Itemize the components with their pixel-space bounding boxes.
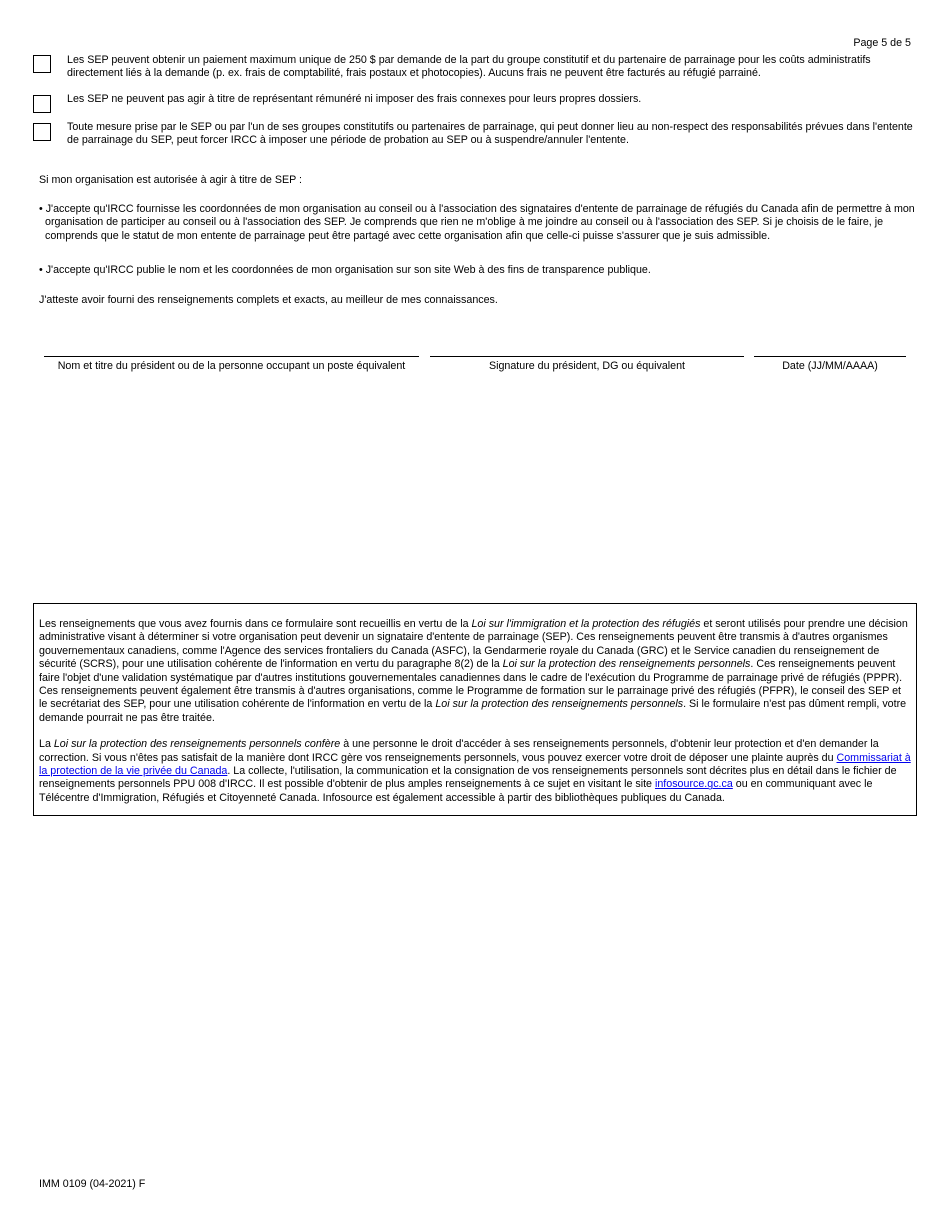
text: Les renseignements que vous avez fournis dans ce formulaire sont recueillis en vertu de la [39,618,472,630]
privacy-paragraph-rights [39,738,912,805]
consent-bullet-publish: • J'accepte qu'IRCC publie le nom et les coordonnées de mon organisation sur son site Web à des fins de transparence publique. [39,264,651,276]
signature-label: Signature du président, DG ou équivalent [488,360,686,372]
checkbox-no-paid-representative-label: Les SEP ne peuvent pas agir à titre de représentant rémunéré ni imposer des frais connexes pour leurs propres dossiers. [67,93,642,105]
text: à une personne le droit d'accéder à ses renseignements personnels, d'obtenir leur protection et d'en demander la correction. Si vous n'êtes pas satisfait de la manière dont IRCC gère vos renseignements personnels, vous pouvez exercer votre droit de déposer une plainte auprès du [39,738,879,764]
attestation-text: J'atteste avoir fourni des renseignements complets et exacts, au meilleur de mes connaissances. [39,294,498,306]
privacy-commissioner-link[interactable]: Commissariat à la protection de la vie privée du Canada [39,751,911,778]
text: . Ces renseignements peuvent faire l'objet d'une validation systématique par d'autres institutions gouvernementales canadiennes dans le cadre de l'exécution du Programme de parrainage privé de réfugiés (PPPR). Ces renseignements peuvent également être transmis à d'autres organisations, comme le Programme de formation sur le parrainage privé des réfugiés (PFPR), le conseil des SEP et le secrétariat des SEP, pour une utilisation cohérente de l'information en vertu de la [39,658,903,711]
signature-line[interactable] [430,356,744,357]
law-title: Loi sur la protection des renseignements personnels [502,658,751,671]
checkbox-admin-fee[interactable] [33,55,51,73]
form-id: IMM 0109 (04-2021) F [39,1178,146,1190]
privacy-notice-box [33,603,917,816]
law-title: Loi sur l'immigration et la protection des réfugiés [471,618,701,630]
privacy-paragraph-collection [39,618,912,725]
page-number: Page 5 de 5 [853,37,911,49]
text: et seront utilisés pour prendre une décision administrative visant à déterminer si votre organisation peut devenir un signataire d'entente de parrainage (SEP). Ces renseignements peuvent être transmis à d'autres organismes gouvernementaux canadiens, comme l'Agence des services frontaliers du Canada (ASFC), la Gendarmerie royale du Canada (GRC) et le Service canadien du renseignement de sécurité (SCRS), pour une utilisation cohérente de l'information en vertu du paragraphe 8(2) de la [39,618,908,671]
text: ou en communiquant avec le Télécentre d'Immigration, Réfugiés et Citoyenneté Canada. Infosource est également accessible à partir des bibliothèques publiques du Canada. [39,778,873,804]
date-label: Date (JJ/MM/AAAA) [782,360,878,372]
checkbox-probation[interactable] [33,123,51,141]
consent-intro: Si mon organisation est autorisée à agir à titre de SEP : [39,174,302,186]
text: La [39,738,54,751]
name-title-label: Nom et titre du président ou de la personne occupant un poste équivalent [57,360,406,372]
law-title: Loi sur la protection des renseignements personnels confère [53,738,341,751]
consent-bullet-council: • J'accepte qu'IRCC fournisse les coordonnées de mon organisation au conseil ou à l'association des signataires d'entente de parrainage de réfugiés du Canada afin de permettre à mon organisation de participer au conseil ou à l'association des SEP. Je comprends que rien ne m'oblige à me joindre au conseil ou à l'association des SEP. Si je choisis de le faire, je comprends que le statut de mon entente de parrainage peut être partagé avec cette organisation afin que celle-ci puisse s'assurer que je suis admissible. [39,203,915,242]
infosource-link[interactable]: infosource.gc.ca [654,778,733,791]
law-title: Loi sur la protection des renseignements personnels [435,698,684,711]
checkbox-no-paid-representative[interactable] [33,95,51,113]
text: . Si le formulaire n'est pas dûment rempli, votre demande pourrait ne pas être traitée. [39,698,907,724]
date-line[interactable] [754,356,906,357]
name-title-line[interactable] [44,356,419,357]
text: . La collecte, l'utilisation, la communication et la consignation de vos renseignements personnels sont décrites plus en détail dans le fichier de renseignements personnels PPU 008 d'IRCC. Il est possible d'obtenir de plus amples renseignements à ce sujet en visitant le site [39,765,897,791]
checkbox-probation-label: Toute mesure prise par le SEP ou par l'un de ses groupes constitutifs ou partenaires de parrainage, qui peut donner lieu au non-respect des responsabilités prévues dans l'entente de parrainage du SEP, peut forcer IRCC à imposer une période de probation au SEP ou à suspendre/annuler l'entente. [67,121,913,147]
checkbox-admin-fee-label: Les SEP peuvent obtenir un paiement maximum unique de 250 $ par demande de la part du groupe constitutif et du partenaire de parrainage pour les coûts administratifs directement liés à la demande (p. ex. frais de comptabilité, frais postaux et photocopies). Aucuns frais ne peuvent être facturés au réfugié parrainé. [67,54,871,80]
